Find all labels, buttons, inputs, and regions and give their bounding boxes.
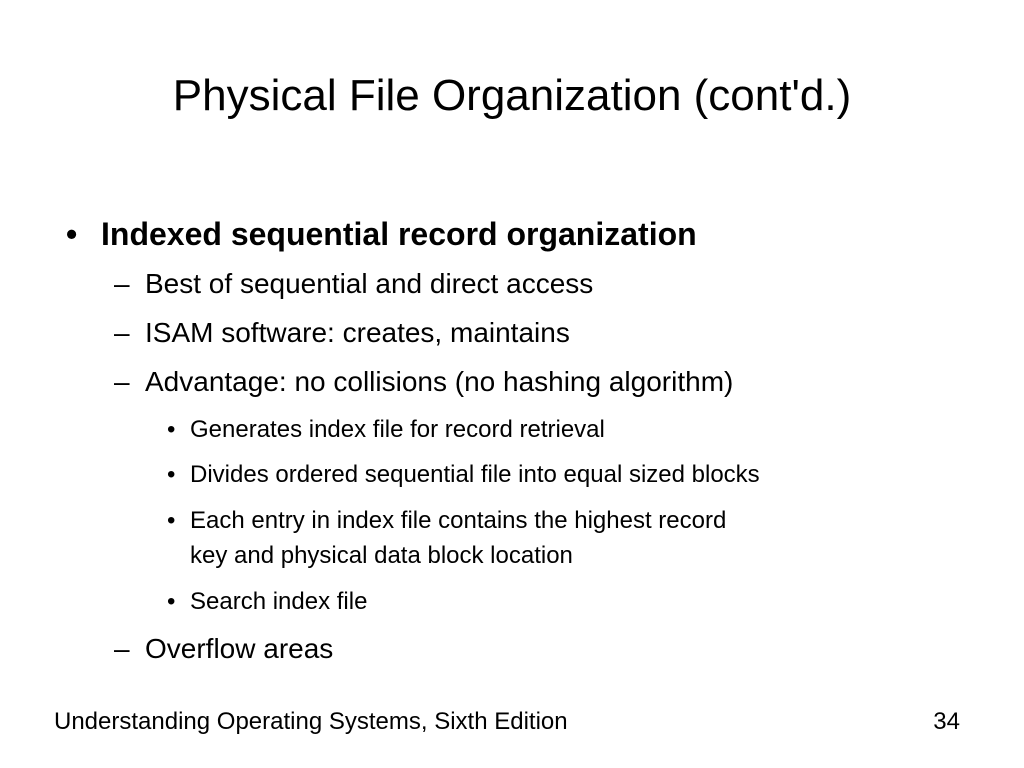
sub-sub-bullet-text: Generates index file for record retrieval	[190, 416, 605, 443]
dash-marker: –	[114, 366, 130, 397]
bullet-text: Indexed sequential record organization	[101, 216, 697, 252]
dash-marker: –	[114, 317, 130, 348]
page-number: 34	[933, 708, 960, 735]
sub-sub-bullet-text-line2: key and physical data block location	[190, 542, 573, 569]
sub-bullet-text: Best of sequential and direct access	[145, 268, 594, 299]
sub-sub-bullet-text: Divides ordered sequential file into equal sized blocks	[190, 461, 760, 488]
dash-marker: –	[114, 268, 130, 299]
bullet-marker: •	[167, 588, 176, 615]
footer-book-title: Understanding Operating Systems, Sixth Edition	[54, 708, 568, 735]
sub-sub-bullet-text-line1: Each entry in index file contains the highest record	[190, 507, 727, 534]
dash-marker: –	[114, 633, 130, 664]
bullet-marker: •	[167, 416, 176, 443]
slide-title: Physical File Organization (cont'd.)	[172, 71, 852, 120]
bullet-marker: •	[66, 216, 78, 252]
bullet-marker: •	[167, 461, 176, 488]
sub-sub-bullet-text: Search index file	[190, 588, 368, 615]
sub-bullet-text: ISAM software: creates, maintains	[145, 317, 570, 348]
sub-sub-bullet-item	[0, 506, 1024, 570]
sub-bullet-text: Advantage: no collisions (no hashing algorithm)	[145, 366, 734, 397]
sub-bullet-text: Overflow areas	[145, 633, 334, 664]
bullet-marker: •	[167, 507, 176, 534]
